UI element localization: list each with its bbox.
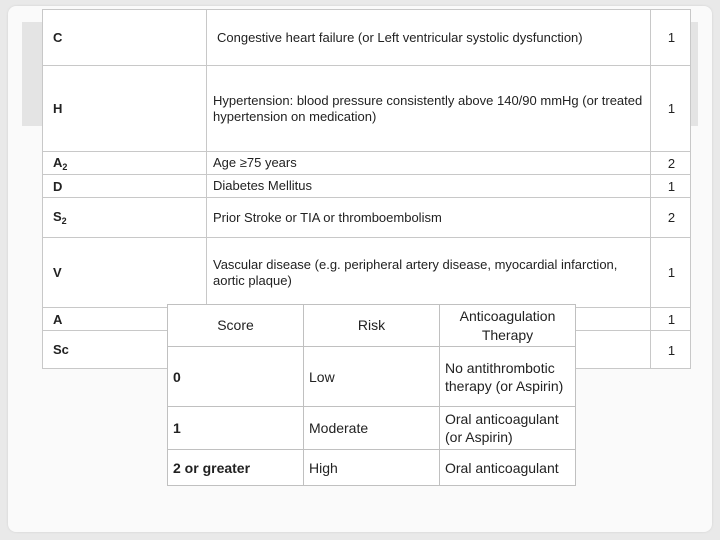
table-row — [43, 175, 691, 198]
criterion-points: 2 — [651, 198, 691, 238]
criterion-points: 1 — [651, 238, 691, 308]
criterion-description: Diabetes Mellitus — [207, 175, 651, 198]
criterion-letter: H — [43, 66, 207, 152]
criterion-description: Congestive heart failure (or Left ventricular systolic dysfunction) — [207, 10, 651, 66]
table-row — [168, 347, 576, 407]
table-header-row — [168, 305, 576, 347]
criterion-letter: $A_2$ — [43, 152, 207, 175]
score-cell: 2 or greater — [168, 450, 304, 486]
criterion-points: 1 — [651, 331, 691, 369]
score-cell: 0 — [168, 347, 304, 407]
risk-cell: Low — [304, 347, 440, 407]
risk-therapy-table — [167, 304, 576, 486]
table-row — [43, 198, 691, 238]
criterion-points: 1 — [651, 175, 691, 198]
criterion-description: Hypertension: blood pressure consistently above 140/90 mmHg (or treated hypertension on medication) — [207, 66, 651, 152]
table-row — [43, 66, 691, 152]
criterion-letter: V — [43, 238, 207, 308]
table-row — [168, 407, 576, 450]
table-row — [43, 10, 691, 66]
table-row — [43, 238, 691, 308]
criterion-letter: D — [43, 175, 207, 198]
criterion-description: Vascular disease (e.g. peripheral artery disease, myocardial infarction, aortic plaque) — [207, 238, 651, 308]
risk-cell: Moderate — [304, 407, 440, 450]
criterion-letter: Sc — [43, 331, 207, 369]
criterion-letter: C — [43, 10, 207, 66]
risk-cell: High — [304, 450, 440, 486]
header-therapy: Anticoagulation Therapy — [440, 305, 576, 347]
criterion-letter: $S_2$ — [43, 198, 207, 238]
therapy-cell: Oral anticoagulant — [440, 450, 576, 486]
table-row — [43, 152, 691, 175]
header-score: Score — [168, 305, 304, 347]
criterion-points: 1 — [651, 10, 691, 66]
criterion-points: 1 — [651, 66, 691, 152]
therapy-cell: Oral anticoagulant (or Aspirin) — [440, 407, 576, 450]
criterion-description: Prior Stroke or TIA or thromboembolism — [207, 198, 651, 238]
criterion-description: Age ≥75 years — [207, 152, 651, 175]
score-cell: 1 — [168, 407, 304, 450]
therapy-cell: No antithrombotic therapy (or Aspirin) — [440, 347, 576, 407]
header-risk: Risk — [304, 305, 440, 347]
table-row — [168, 450, 576, 486]
criterion-points: 1 — [651, 308, 691, 331]
criterion-points: 2 — [651, 152, 691, 175]
criterion-letter: A — [43, 308, 207, 331]
